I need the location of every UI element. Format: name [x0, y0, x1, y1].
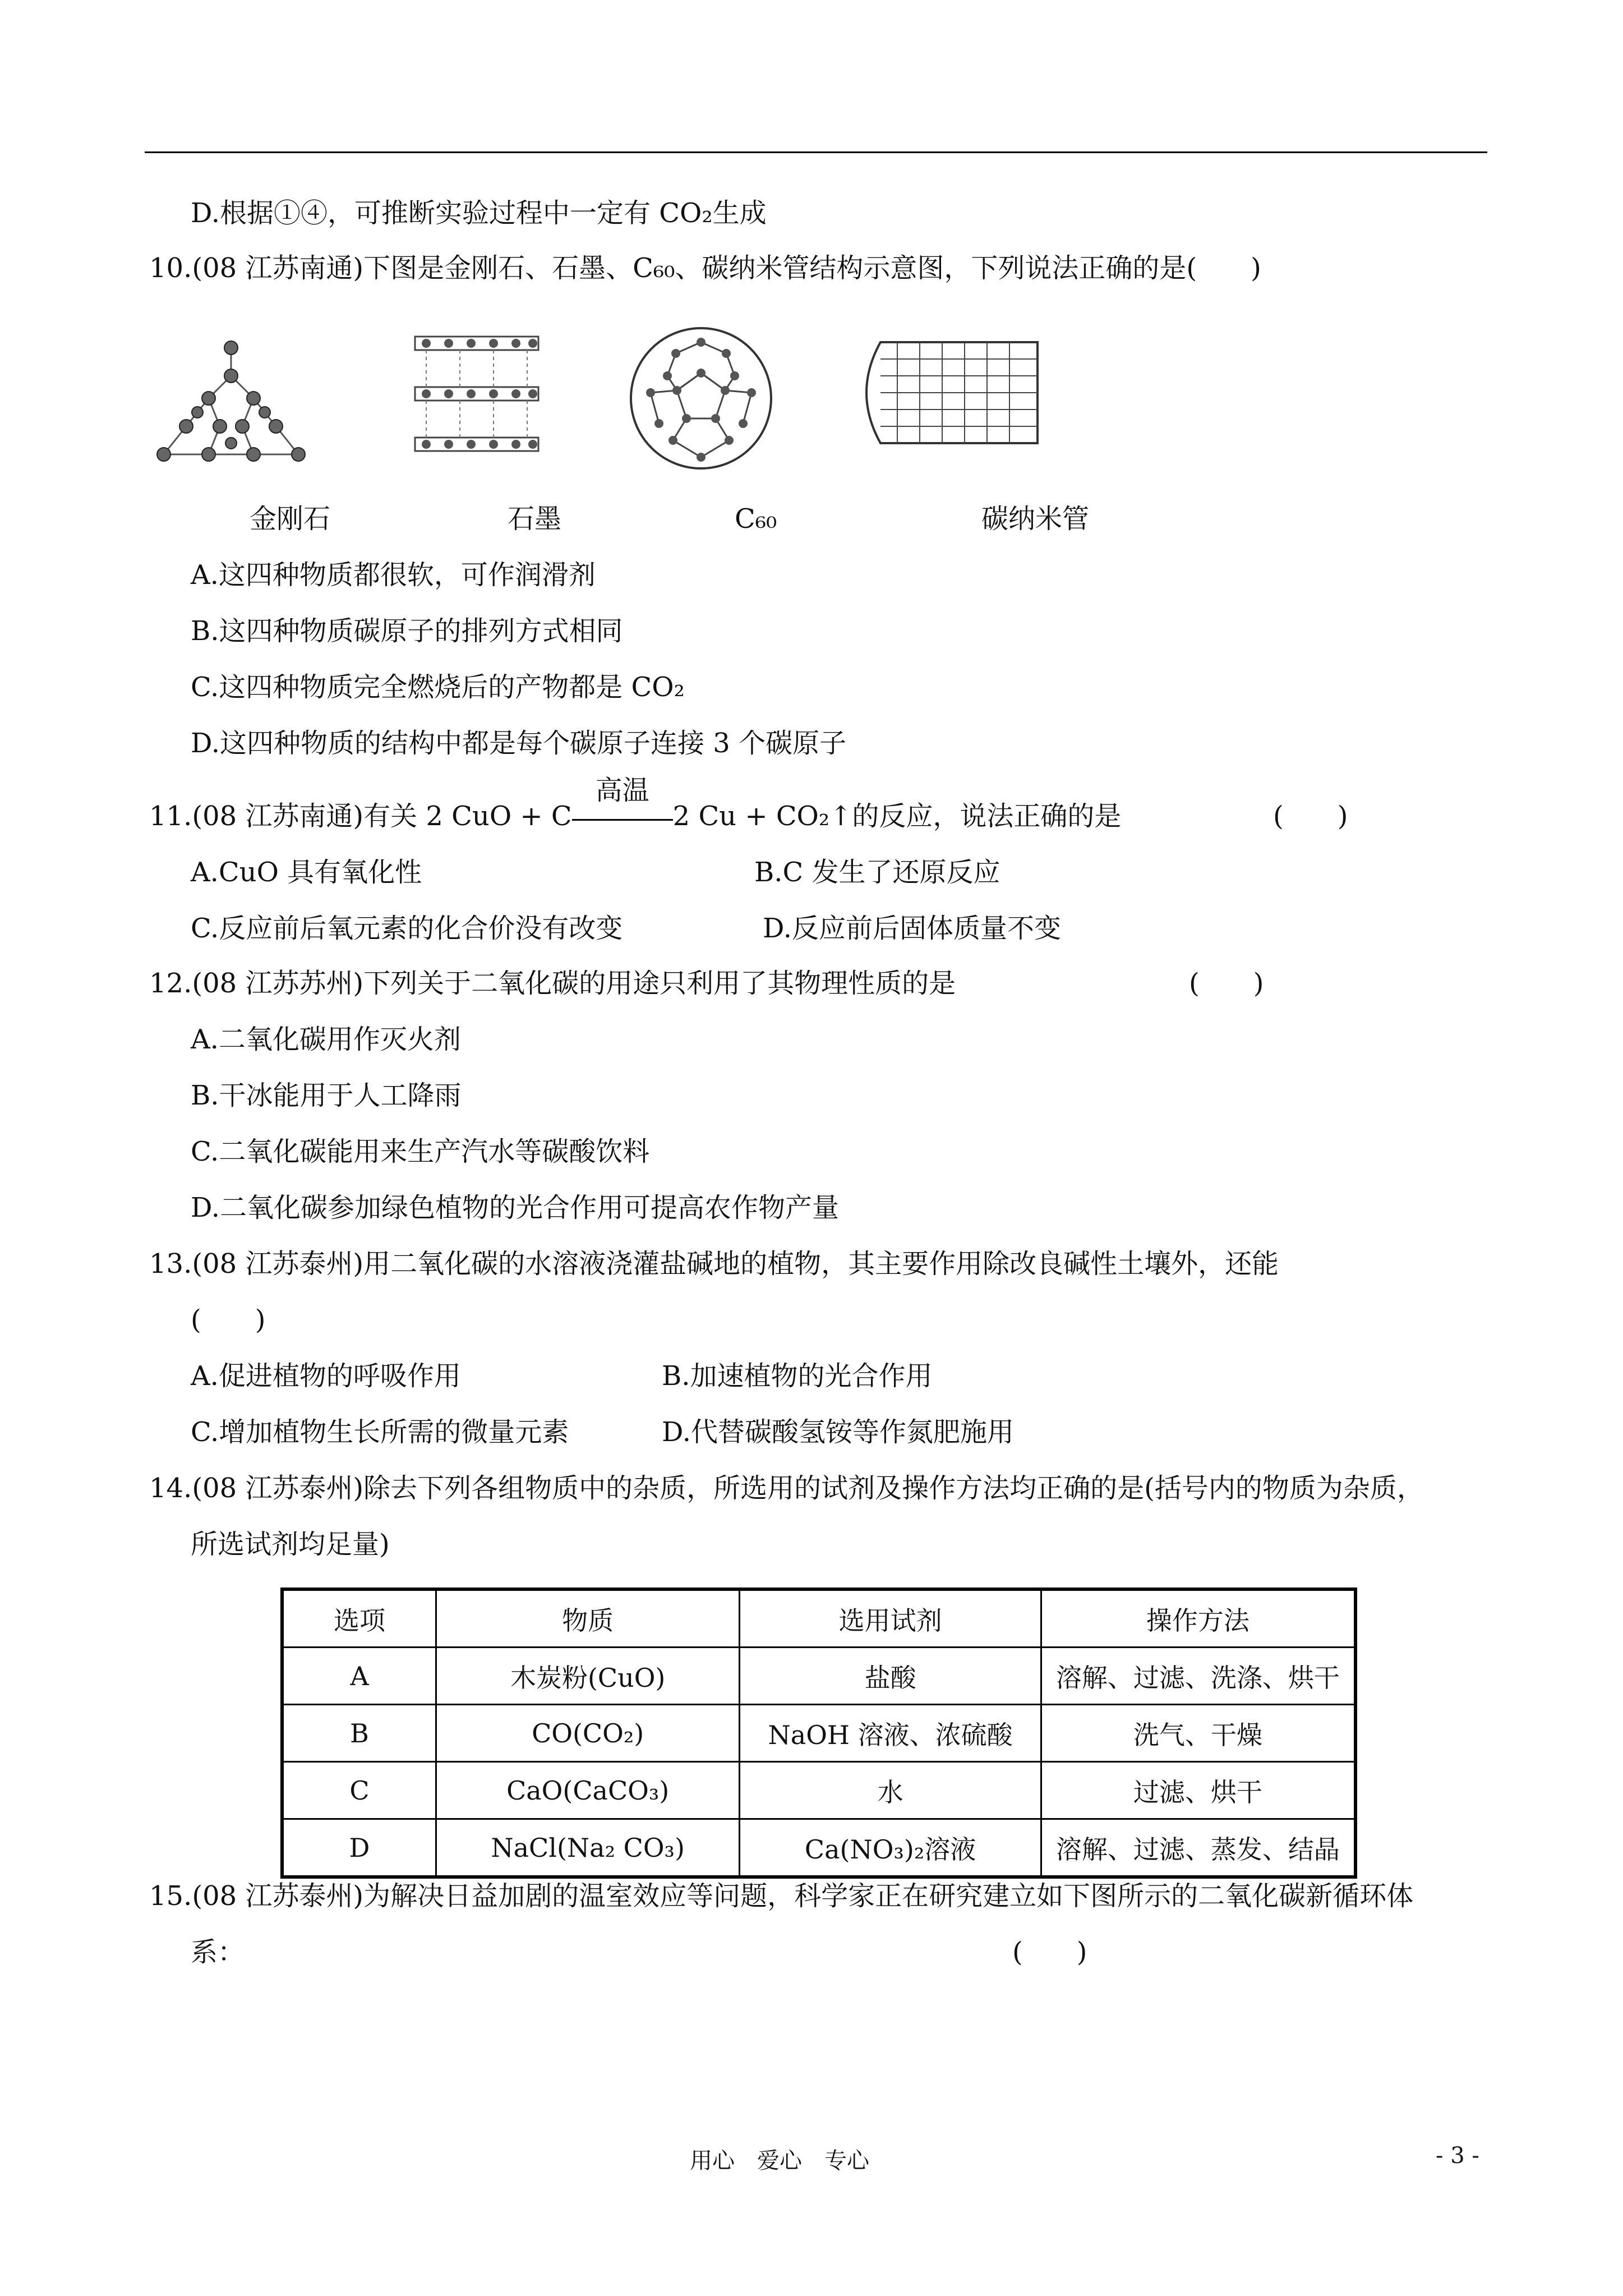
q10-option-a: A.这四种物质都很软，可作润滑剂 — [191, 559, 596, 591]
reaction-condition — [572, 775, 673, 833]
table-cell: 过滤、烘干 — [1041, 1762, 1355, 1819]
q12-stem: 12.(08 江苏苏州)下列关于二氧化碳的用途只利用了其物理性质的是 — [149, 968, 956, 999]
caption-diamond: 金刚石 — [250, 503, 331, 535]
q13-paren: ( ) — [191, 1304, 266, 1336]
table-cell: 溶解、过滤、蒸发、结晶 — [1041, 1819, 1355, 1878]
condition-label: 高温 — [595, 775, 649, 806]
table-cell: 溶解、过滤、洗涤、烘干 — [1041, 1648, 1355, 1705]
q11-option-c: C.反应前后氧元素的化合价没有改变 — [191, 913, 623, 944]
table-header-row — [282, 1589, 1355, 1648]
q11-stem-prefix: 11.(08 江苏南通)有关 2 CuO + C — [149, 800, 572, 832]
table-cell: NaCl(Na₂ CO₃) — [436, 1819, 740, 1878]
table-cell: A — [282, 1648, 436, 1705]
q12-option-d: D.二氧化碳参加绿色植物的光合作用可提高农作物产量 — [191, 1192, 840, 1223]
prev-option-d: D.根据①④，可推断实验过程中一定有 CO₂生成 — [191, 197, 767, 229]
header-cell: 操作方法 — [1041, 1589, 1355, 1648]
q14-stem-line2: 所选试剂均足量) — [191, 1529, 390, 1560]
q11-stem — [149, 775, 1122, 833]
caption-nanotube: 碳纳米管 — [981, 503, 1090, 535]
table-cell: CO(CO₂) — [436, 1705, 740, 1762]
header-cell: 选用试剂 — [740, 1589, 1041, 1648]
caption-graphite: 石墨 — [508, 503, 562, 535]
equals-bar — [572, 819, 673, 821]
table-row — [282, 1705, 1355, 1762]
table-cell: 水 — [740, 1762, 1041, 1819]
table-cell: B — [282, 1705, 436, 1762]
q13-stem: 13.(08 江苏泰州)用二氧化碳的水溶液浇灌盐碱地的植物，其主要作用除改良碱性土壤外，还能 — [149, 1248, 1279, 1280]
q10-option-b: B.这四种物质碳原子的排列方式相同 — [191, 615, 623, 647]
table-cell: 木炭粉(CuO) — [436, 1648, 740, 1705]
table-cell: Ca(NO₃)₂溶液 — [740, 1819, 1041, 1878]
q13-option-c: C.增加植物生长所需的微量元素 — [191, 1416, 569, 1448]
graphite-structure-icon — [404, 325, 550, 466]
table-row — [282, 1648, 1355, 1705]
table-cell: CaO(CaCO₃) — [436, 1762, 740, 1819]
table-cell: 洗气、干燥 — [1041, 1705, 1355, 1762]
q10-option-c: C.这四种物质完全燃烧后的产物都是 CO₂ — [191, 671, 685, 703]
footer-motto: 用心 爱心 专心 — [690, 2148, 869, 2174]
header-rule — [145, 151, 1487, 153]
q10-stem: 10.(08 江苏南通)下图是金刚石、石墨、C₆₀、碳纳米管结构示意图，下列说法正确的是( ) — [149, 252, 1261, 284]
q12-option-c: C.二氧化碳能用来生产汽水等碳酸饮料 — [191, 1136, 650, 1167]
q12-option-a: A.二氧化碳用作灭火剂 — [191, 1024, 461, 1055]
q12-paren: ( ) — [1189, 968, 1264, 999]
q13-option-d: D.代替碳酸氢铵等作氮肥施用 — [662, 1416, 1015, 1448]
table-cell: C — [282, 1762, 436, 1819]
q13-option-b: B.加速植物的光合作用 — [662, 1360, 933, 1392]
reagent-table — [280, 1588, 1357, 1879]
q11-stem-suffix: 2 Cu + CO₂↑的反应，说法正确的是 — [672, 800, 1122, 832]
page-number: - 3 - — [1436, 2143, 1479, 2169]
q11-option-d: D.反应前后固体质量不变 — [763, 913, 1062, 944]
q11-option-b: B.C 发生了还原反应 — [754, 857, 1000, 888]
q13-option-a: A.促进植物的呼吸作用 — [191, 1360, 461, 1392]
diamond-structure-icon — [147, 314, 315, 471]
q11-paren: ( ) — [1273, 800, 1348, 832]
q11-option-a: A.CuO 具有氧化性 — [191, 857, 422, 888]
caption-c60: C₆₀ — [735, 503, 777, 535]
q15-paren: ( ) — [1012, 1936, 1087, 1968]
header-cell: 选项 — [282, 1589, 436, 1648]
table-row — [282, 1819, 1355, 1878]
table-cell: D — [282, 1819, 436, 1878]
header-cell: 物质 — [436, 1589, 740, 1648]
q10-option-d: D.这四种物质的结构中都是每个碳原子连接 3 个碳原子 — [191, 728, 847, 759]
c60-structure-icon — [623, 320, 780, 477]
table-row — [282, 1762, 1355, 1819]
table-cell: 盐酸 — [740, 1648, 1041, 1705]
table-cell: NaOH 溶液、浓硫酸 — [740, 1705, 1041, 1762]
q15-stem-line2: 系： — [191, 1936, 245, 1968]
q14-stem-line1: 14.(08 江苏泰州)除去下列各组物质中的杂质，所选用的试剂及操作方法均正确的是(括号内的物质为杂质， — [149, 1473, 1424, 1504]
carbon-nanotube-icon — [847, 331, 1049, 454]
q15-stem-line1: 15.(08 江苏泰州)为解决日益加剧的温室效应等问题，科学家正在研究建立如下图所示的二氧化碳新循环体 — [149, 1880, 1414, 1912]
q12-option-b: B.干冰能用于人工降雨 — [191, 1080, 462, 1111]
